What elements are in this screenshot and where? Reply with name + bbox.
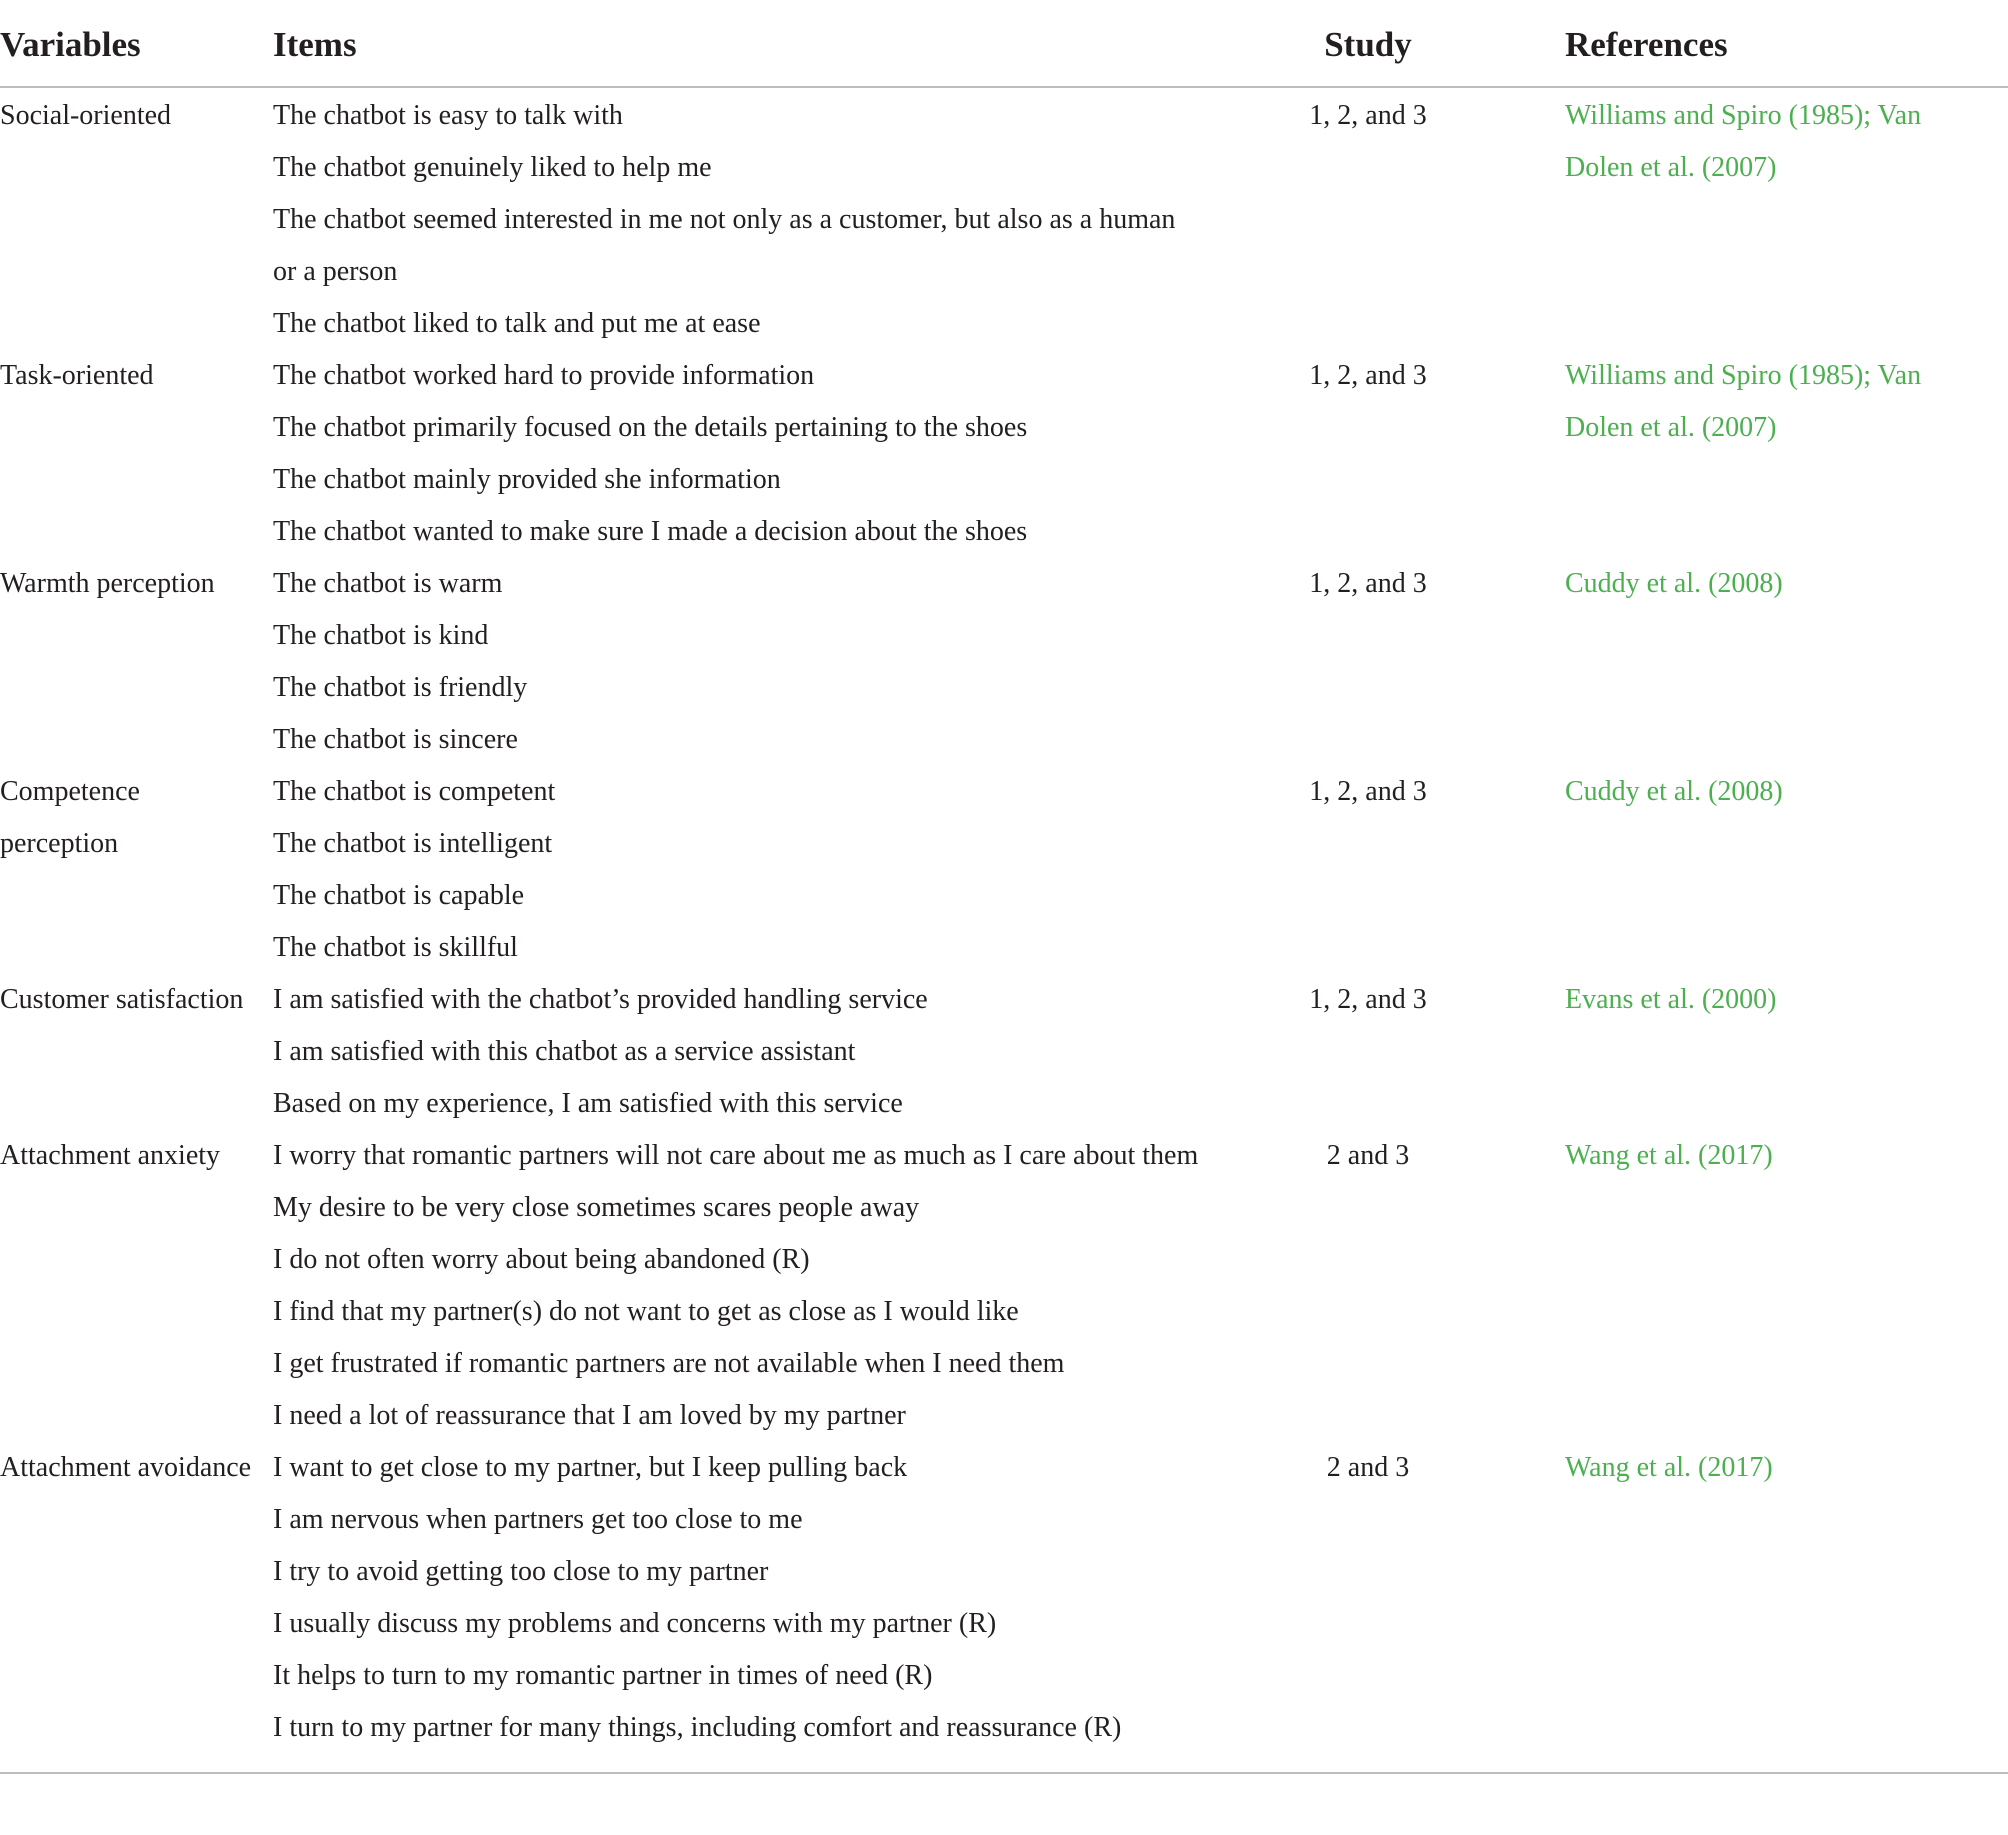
study-cell: 1, 2, and 3 bbox=[1309, 984, 1427, 1015]
table-row-group bbox=[0, 1442, 2008, 1754]
reference-link[interactable]: Williams and Spiro (1985); Van Dolen et al. (2007) bbox=[1565, 360, 1922, 443]
table-row-group bbox=[0, 558, 2008, 766]
variable-cell: Customer satisfaction bbox=[0, 984, 244, 1015]
item-text: The chatbot is kind bbox=[273, 620, 489, 651]
header-study: Study bbox=[1324, 25, 1412, 64]
table-row-group bbox=[0, 1130, 2008, 1442]
item-text: The chatbot is friendly bbox=[273, 672, 528, 703]
item-text: Based on my experience, I am satisfied with this service bbox=[273, 1088, 903, 1119]
item-text: The chatbot seemed interested in me not only as a customer, but also as a human or a person bbox=[273, 204, 1176, 287]
item-text: I turn to my partner for many things, including comfort and reassurance (R) bbox=[273, 1712, 1122, 1743]
item-text: The chatbot is skillful bbox=[273, 932, 518, 963]
item-text: I worry that romantic partners will not care about me as much as I care about them bbox=[273, 1140, 1199, 1171]
item-text: I find that my partner(s) do not want to get as close as I would like bbox=[273, 1296, 1019, 1327]
item-text: I am satisfied with the chatbot’s provided handling service bbox=[273, 984, 928, 1015]
header-items: Items bbox=[273, 25, 357, 64]
items-cell bbox=[273, 90, 1203, 350]
table-row-group bbox=[0, 90, 2008, 350]
reference-link[interactable]: Cuddy et al. (2008) bbox=[1565, 776, 1783, 807]
item-text: I am satisfied with this chatbot as a service assistant bbox=[273, 1036, 856, 1067]
item-text: I try to avoid getting too close to my partner bbox=[273, 1556, 769, 1587]
reference-link[interactable]: Cuddy et al. (2008) bbox=[1565, 568, 1783, 599]
variable-cell: Warmth perception bbox=[0, 568, 215, 599]
item-text: The chatbot worked hard to provide information bbox=[273, 360, 815, 391]
variable-cell: Attachment avoidance bbox=[0, 1452, 252, 1483]
items-cell bbox=[273, 974, 1203, 1130]
table-bottom-rule bbox=[0, 1772, 2008, 1774]
item-text: I need a lot of reassurance that I am loved by my partner bbox=[273, 1400, 906, 1431]
items-cell bbox=[273, 1442, 1203, 1754]
item-text: I am nervous when partners get too close to me bbox=[273, 1504, 803, 1535]
item-text: The chatbot is easy to talk with bbox=[273, 100, 623, 131]
items-cell bbox=[273, 558, 1203, 766]
table-row-group bbox=[0, 766, 2008, 974]
header-variables: Variables bbox=[0, 25, 141, 64]
reference-link[interactable]: Williams and Spiro (1985); Van Dolen et al. (2007) bbox=[1565, 100, 1922, 183]
study-cell: 2 and 3 bbox=[1326, 1452, 1410, 1483]
item-text: The chatbot is sincere bbox=[273, 724, 518, 755]
item-text: The chatbot is intelligent bbox=[273, 828, 553, 859]
study-cell: 1, 2, and 3 bbox=[1309, 100, 1427, 131]
variable-cell: Social-oriented bbox=[0, 100, 172, 131]
variable-cell: Competence perception bbox=[0, 776, 140, 859]
study-cell: 2 and 3 bbox=[1326, 1140, 1410, 1171]
item-text: The chatbot genuinely liked to help me bbox=[273, 152, 712, 183]
table-row-group bbox=[0, 350, 2008, 558]
reference-link[interactable]: Wang et al. (2017) bbox=[1565, 1452, 1773, 1483]
variable-cell: Task-oriented bbox=[0, 360, 154, 391]
item-text: I do not often worry about being abandoned (R) bbox=[273, 1244, 810, 1275]
item-text: The chatbot primarily focused on the details pertaining to the shoes bbox=[273, 412, 1028, 443]
items-cell bbox=[273, 1130, 1203, 1442]
table-body bbox=[0, 88, 2008, 1754]
item-text: The chatbot wanted to make sure I made a decision about the shoes bbox=[273, 516, 1028, 547]
item-text: The chatbot liked to talk and put me at ease bbox=[273, 308, 761, 339]
item-text: The chatbot is capable bbox=[273, 880, 525, 911]
study-cell: 1, 2, and 3 bbox=[1309, 776, 1427, 807]
item-text: I want to get close to my partner, but I keep pulling back bbox=[273, 1452, 908, 1483]
study-cell: 1, 2, and 3 bbox=[1309, 568, 1427, 599]
reference-link[interactable]: Evans et al. (2000) bbox=[1565, 984, 1777, 1015]
variable-cell: Attachment anxiety bbox=[0, 1140, 221, 1171]
items-cell bbox=[273, 350, 1203, 558]
item-text: The chatbot is warm bbox=[273, 568, 503, 599]
items-cell bbox=[273, 766, 1203, 974]
item-text: It helps to turn to my romantic partner in times of need (R) bbox=[273, 1660, 933, 1691]
item-text: I usually discuss my problems and concerns with my partner (R) bbox=[273, 1608, 997, 1639]
item-text: The chatbot is competent bbox=[273, 776, 556, 807]
study-cell: 1, 2, and 3 bbox=[1309, 360, 1427, 391]
reference-link[interactable]: Wang et al. (2017) bbox=[1565, 1140, 1773, 1171]
item-text: The chatbot mainly provided she information bbox=[273, 464, 781, 495]
header-references: References bbox=[1565, 25, 1728, 64]
item-text: I get frustrated if romantic partners are not available when I need them bbox=[273, 1348, 1065, 1379]
table-header bbox=[0, 0, 2008, 88]
item-text: My desire to be very close sometimes scares people away bbox=[273, 1192, 920, 1223]
table-row-group bbox=[0, 974, 2008, 1130]
